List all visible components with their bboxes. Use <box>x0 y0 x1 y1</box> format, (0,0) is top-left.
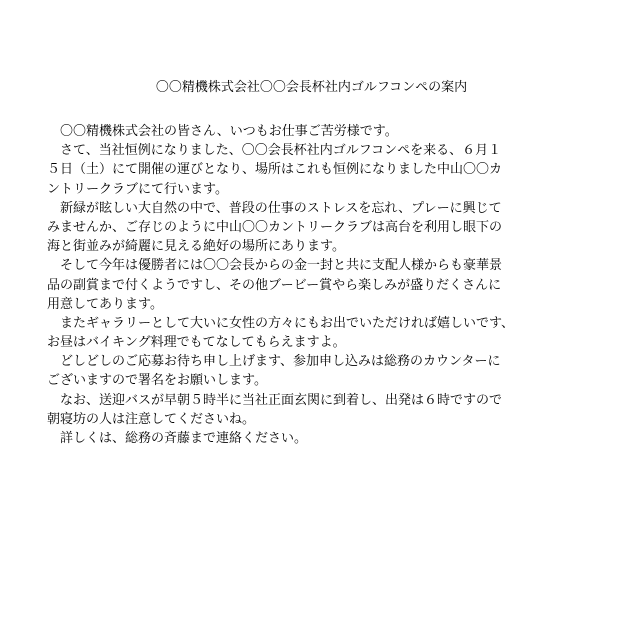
body-line: みませんか、ご存じのように中山〇〇カントリークラブは高台を利用し眼下の <box>47 219 503 235</box>
document-title: 〇〇精機株式会社〇〇会長杯社内ゴルフコンペの案内 <box>155 80 468 95</box>
body-line: さて、当社恒例になりました、〇〇会長杯社内ゴルフコンペを来る、６月１ <box>47 143 502 159</box>
body-line: 〇〇精機株式会社の皆さん、いつもお仕事ご苦労様です。 <box>47 124 398 139</box>
body-line: 詳しくは、総務の斉藤まで連絡ください。 <box>47 431 308 446</box>
body-line: ントリークラブにて行います。 <box>47 181 228 197</box>
body-line: 品の副賞まで付くようですし、その他ブービー賞やら楽しみが盛りだくさんに <box>47 277 502 293</box>
body-line: 海と街並みが綺麗に見える絶好の場所にあります。 <box>47 239 345 255</box>
body-line: そして今年は優勝者には〇〇会長からの金一封と共に支配人様からも豪華景 <box>47 258 503 274</box>
body-line: またギャラリーとして大いに女性の方々にもお出でいただければ嬉しいです、 <box>47 315 514 331</box>
body-line: お昼はバイキング料理でもてなしてもらえますよ。 <box>47 335 346 351</box>
body-line: ございますので署名をお願いします。 <box>47 373 267 389</box>
body-line: 新緑が眩しい大自然の中で、普段の仕事のストレスを忘れ、プレーに興じて <box>47 200 502 216</box>
body-line: なお、送迎バスが早朝５時半に当社正面玄関に到着し、出発は６時ですので <box>47 392 503 408</box>
document-body <box>47 122 587 448</box>
body-line: ５日（土）にて開催の運びとなり、場所はこれも恒例になりました中山〇〇カ <box>47 162 503 178</box>
body-line: 朝寝坊の人は注意してくださいね。 <box>47 411 256 427</box>
body-line: どしどしのご応募お待ち申し上げます、参加申し込みは総務のカウンターに <box>47 354 501 370</box>
body-line: 用意してあります。 <box>47 296 163 312</box>
